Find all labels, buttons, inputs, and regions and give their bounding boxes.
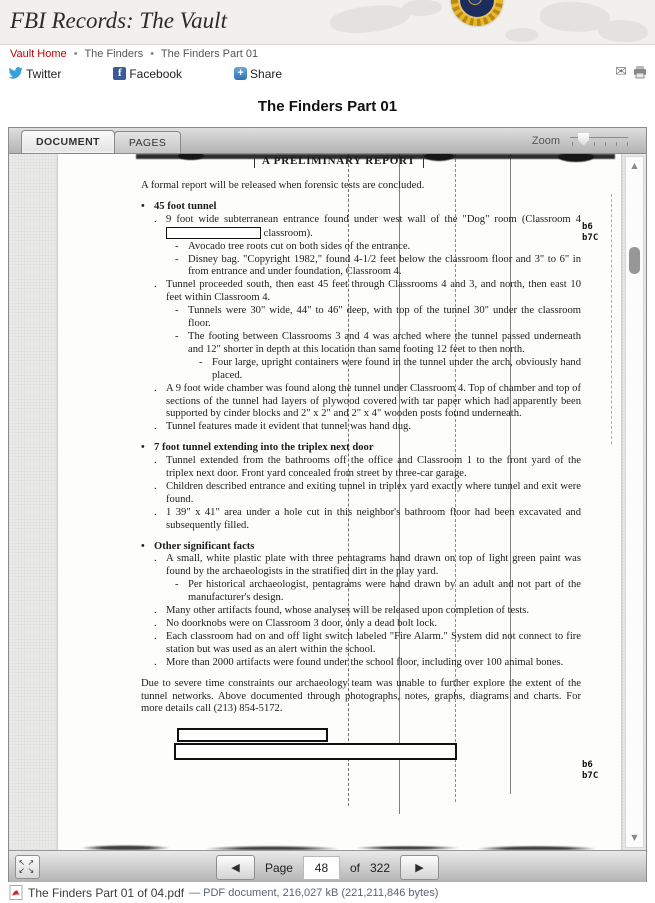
page-number-input[interactable] [303,856,340,880]
doc-line-bullet: - [175,579,179,591]
previous-page-button[interactable]: ◀ [216,855,255,880]
twitter-share-button[interactable] [8,67,61,81]
doc-line [141,553,581,579]
doc-line-bullet: • [141,540,145,552]
doc-line [141,618,581,631]
doc-line-text: Other significant facts [154,540,255,552]
doc-line-bullet: . [154,506,157,518]
scan-artifact [58,843,621,850]
fullscreen-icon: ↖ [18,858,26,867]
exemption-code-b6: b6 [582,222,593,232]
doc-line-bullet: - [175,305,179,317]
doc-line-text: Per historical archaeologist, pentagrams were hand drawn by an adult and not part of the manufacturer's design. [188,579,581,604]
exemption-codes [582,222,598,244]
doc-line-text: A 9 foot wide chamber was found along the tunnel under Classroom 4. Top of chamber and top of sections of the tunnel had layers of plywood covered with tar paper which had apparently been supported by cinder blocks and 2" x 2" and 2" x 4" wooden posts found underneath. [166,382,581,420]
document-viewer [8,127,647,882]
breadcrumb-separator: • [150,48,155,60]
print-icon[interactable] [633,65,647,79]
exemption-code-b7c: b7C [582,233,599,243]
total-pages: 322 [370,860,391,875]
facebook-icon: f [113,67,126,80]
doc-line [141,421,581,434]
zoom-slider-ticks [572,142,628,146]
doc-line-text: More than 2000 artifacts were found under the school floor, including over 100 animal bones. [166,656,564,668]
doc-lines [141,180,581,716]
doc-line-bullet: . [154,553,157,565]
tab-document[interactable]: DOCUMENT [21,130,115,153]
scroll-up-arrow-icon[interactable]: ▲ [631,161,638,170]
fbi-seal [451,0,503,26]
breadcrumb-current-page: The Finders Part 01 [160,48,259,60]
doc-line [141,455,581,481]
site-title: FBI Records: The Vault [10,8,227,33]
page-navigation-bar [9,850,646,882]
doc-line-text: 45 foot tunnel [154,200,217,212]
file-footer [0,882,655,903]
doc-line-text: Avocado tree roots cut on both sides of the entrance. [188,240,411,252]
scroll-down-arrow-icon[interactable]: ▼ [631,833,638,842]
doc-line-bullet: • [141,442,145,454]
zoom-label: Zoom [531,135,560,147]
doc-line-text: Four large, upright containers were found in the tunnel under the arch, obviously hand placed. [212,356,581,381]
doc-line-bullet: • [141,200,145,212]
site-header [0,0,655,45]
doc-line-text: Due to severe time constraints our archaeology team was unable to further explore the extent of the tunnel networks. Above documented through photographs, notes, graphs, diagrams and charts. For more details call (213) 854-5172. [141,677,581,715]
doc-line [141,305,581,331]
document-page [58,154,621,850]
doc-line [141,214,581,241]
redaction-box [174,743,457,760]
doc-line-bullet: . [154,421,157,433]
breadcrumb-separator: • [73,48,78,60]
next-page-button[interactable]: ▶ [400,855,439,880]
doc-line [141,605,581,618]
doc-report-title: A PRELIMINARY REPORT [254,154,424,168]
doc-line-text: Tunnel features made it evident that tunnel was hand dug. [166,421,411,433]
share-plus-icon: + [234,67,247,80]
doc-line-bullet: . [154,656,157,668]
breadcrumb-vault-home[interactable]: Vault Home [10,48,67,60]
doc-line-bullet: . [154,605,157,617]
zoom-slider[interactable] [570,133,628,149]
doc-line-text: Disney bag. "Copyright 1982," found 4-1/2 feet below the classroom floor and 3" to 6" in from entrance and under foundation, Classroom 4. [188,253,581,278]
doc-line-bullet: - [175,253,179,265]
doc-line-bullet: . [154,480,157,492]
facebook-label: Facebook [129,66,183,81]
of-label: of [349,860,360,875]
breadcrumb-the-finders[interactable]: The Finders [84,48,144,60]
redaction-box [166,227,261,239]
doc-line [141,383,581,422]
exemption-code-b6: b6 [582,760,593,770]
doc-line-bullet: . [154,382,157,394]
pdf-file-meta: — PDF document, 216,027 kB (221,211,846 bytes) [189,886,439,899]
page-title: The Finders Part 01 [257,98,398,115]
doc-line [141,657,581,670]
doc-line [141,481,581,507]
share-label: Share [250,66,283,81]
doc-line [141,678,581,717]
doc-line-bullet: . [154,455,157,467]
doc-line-text: Tunnel proceeded south, then east 45 feet through Classrooms 4 and 3, and north, then east 10 feet within Classroom 4. [166,279,581,304]
scrollbar-thumb[interactable] [629,247,640,274]
document-area [9,154,646,850]
exemption-codes [582,760,598,782]
twitter-label: Twitter [26,66,62,81]
doc-line [141,201,581,214]
doc-line-bullet: . [154,213,157,225]
redaction-box [177,728,328,742]
doc-line-bullet: . [154,279,157,291]
doc-text-block [141,172,581,760]
email-icon[interactable]: ✉ [615,64,627,80]
doc-line-bullet: - [175,240,179,252]
doc-line-text: 9 foot wide subterranean entrance found under west wall of the "Dog" room (Classroom 4 classroom). [166,213,581,239]
doc-line [141,357,581,383]
doc-line [141,279,581,305]
share-button[interactable] [234,67,282,81]
doc-line-text: No doorknobs were on Classroom 3 door, only a dead bolt lock. [166,618,438,629]
social-share-row [0,62,655,85]
breadcrumb [0,45,655,62]
fullscreen-icon: ↙ [18,866,26,875]
fullscreen-icon: ↘ [27,866,35,875]
doc-line-text: Children described entrance and exiting tunnel in triplex yard exactly where tunnel and exit were found. [166,480,581,505]
doc-line-text: The footing between Classrooms 3 and 4 was arched where the tunnel passed underneath and 12" shorter in depth at this location than same footing 12 feet to then north. [188,330,581,355]
tab-pages[interactable]: PAGES [114,131,181,153]
doc-line [141,331,581,357]
pdf-filename-link[interactable]: The Finders Part 01 of 04.pdf [28,885,185,900]
doc-line [141,631,581,657]
doc-line-text: Many other artifacts found, whose analyses will be released upon completion of tests. [166,605,530,617]
doc-line [141,507,581,533]
facebook-share-button[interactable] [113,67,182,81]
exemption-code-b7c: b7C [582,771,599,781]
viewer-tabbar [9,128,646,154]
doc-line [141,241,581,254]
twitter-bird-icon [8,67,23,80]
page-label: Page [264,860,293,875]
doc-line-bullet: . [154,618,157,629]
vertical-scrollbar[interactable] [625,156,644,848]
doc-line-bullet: - [199,356,203,368]
doc-line-text: A formal report will be released when forensic tests are concluded. [141,180,425,191]
doc-line [141,180,581,193]
doc-line-text: Tunnel extended from the bathrooms off the office and Classroom 1 to the front yard of the triplex next door. Front yard concealed from street by three-car garage. [166,455,581,480]
fullscreen-icon: ↗ [27,858,35,867]
doc-line-bullet: - [175,330,179,342]
doc-line-bullet: . [154,630,157,642]
doc-line [141,541,581,554]
doc-line [141,442,581,455]
doc-line [141,254,581,280]
doc-line-text: Each classroom had on and off light switch labeled "Fire Alarm." System did not connect to fire station but was used as an alert within the school. [166,630,581,655]
doc-line [141,579,581,605]
doc-line-text: 7 foot tunnel extending into the triplex next door [154,442,374,454]
pdf-file-icon [9,885,23,900]
doc-line-text: A small, white plastic plate with three pentagrams hand drawn on top of light green paint was found by the archaeologists in the stratified dirt in the play yard. [166,553,581,578]
doc-line-text: 1 39" x 41" area under a hole cut in this neighbor's bathroom floor had been excavated and subsequently filled. [166,506,581,531]
doc-line-text: Tunnels were 30" wide, 44" to 46" deep, with top of the tunnel 30" under the classroom floor. [188,305,581,330]
